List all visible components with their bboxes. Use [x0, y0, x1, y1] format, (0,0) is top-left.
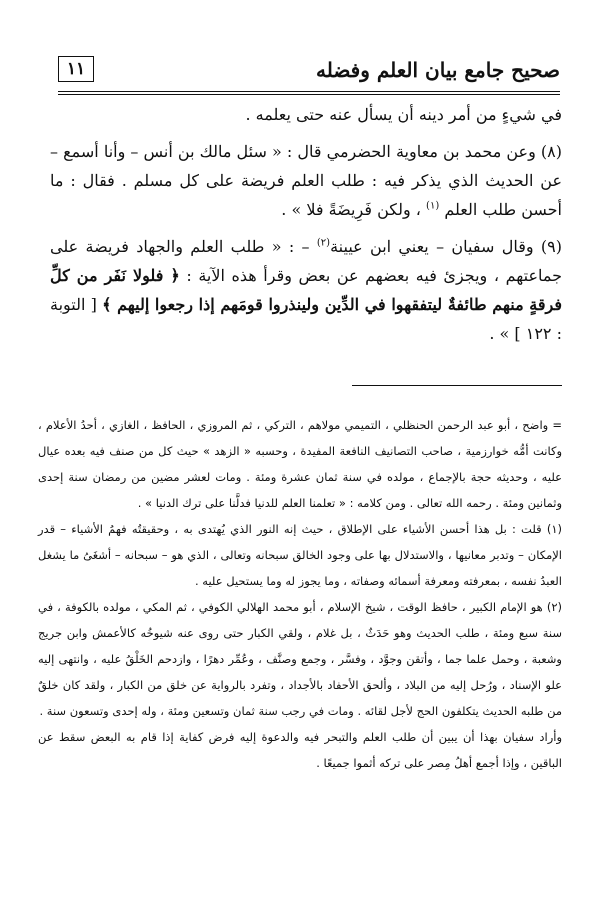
main-text: [50, 100, 562, 356]
footnote-1: (١) قلت : بل هذا أحسن الأشياء على الإطلاق ، حيث إنه النور الذي يُهتدى به ، وحقيقتُه فهمُ الأشياء – قدر الإمكان – وتدبر معانيها ، والاستدلال بها على وجود الخالق سبحانه وتعالى ، الذي هو – سبحانه – أشغَىُ ما يشغل العبدُ نفسه ، بمعرفته ومعرفة أسمائه وصفاته ، وما يجوز له وما يستحيل عليه .: [38, 522, 562, 588]
footnote-2: (٢) هو الإمام الكبير ، حافظ الوقت ، شيخ الإسلام ، أبو محمد الهلالي الكوفي ، ثم المكي ، مولده بالكوفة ، في سنة سبع ومئة ، طلب الحديث وهو حَدَثٌ ، بل غلام ، ولقي الكبار حتى روى عنه شيوخُه كالأعمش وابن جريج وشعبة ، وحمل علما جما ، وأتقن وجوَّد ، وفسَّر ، وجمع وصنَّف ، وعُمِّر دهرًا ، وازدحم الخَلْقُ عليه ، وانتهى إليه علو الإسناد ، ورُحل إليه من البلاد ، وألحق الأحفاد بالأجداد ، وتفرد بالرواية عن خلق من الكبار ، ولقد كان خلقٌ من طلبه الحديث يتكلفون الحج لأجل لقائه . ومات في رجب سنة ثمان وتسعين ومئة ، وله إحدى وتسعون سنة .: [38, 600, 562, 718]
footnote-separator: [352, 385, 562, 386]
paragraph-8-end: ، ولكن فَرِيضَةً فلا » .: [281, 200, 421, 219]
running-title: صحيح جامع بيان العلم وفضله: [315, 58, 560, 82]
quran-verse: ﴿ فلولا نَفَر من كلِّ فرقةٍ منهم طائفةٌ ليتفقهوا في الدِّين ولينذروا قومَهم إذا رجعوا إليهم ﴾: [50, 266, 562, 314]
footnote-continuation: = واضح ، أبو عبد الرحمن الحنظلي ، التميمي مولاهم ، التركي ، ثم المروزي ، الحافظ ، الغازي ، أحدُ الأعلام ، وكانت أمُّه خوارزمية ، صاحب التصانيف النافعة المفيدة ، وحسبه « الزهد » حيث كل من صنف فيه بعده عيال عليه ، وحديثه حجة بالإجماع ، مولده في سنة ثمان عشرة ومئة . ومات لعشر مضين من رمضان سنة إحدى وثمانين ومئة . رحمه الله تعالى . ومن كلامه : « تعلمنا العلم للدنيا فدلَّنا على ترك الدنيا » .: [38, 418, 562, 510]
header-rule-thin: [58, 94, 560, 95]
footnote-note: وأراد سفيان بهذا أن يبين أن طلب العلم والتبحر فيه والدعوة إليه فرض كفاية إذا قام به البعض سقط عن الباقين ، وإذا أجمع أهلُ مِصر على تركه أثموا جميعًا .: [38, 730, 562, 770]
header-rule: [58, 91, 560, 92]
paragraph-8: [50, 137, 562, 224]
footnote-ref-2[interactable]: (٢): [316, 237, 331, 249]
paragraph-9-mid: – : « طلب العلم والجهاد فريضة على جماعتهم ، ويجزئ فيه بعضهم عن بعض وقرأ هذه الآية :: [50, 237, 562, 285]
page-header: [58, 56, 560, 88]
footnotes: [38, 412, 562, 776]
page-number: ١١: [58, 56, 94, 82]
paragraph-8-text: (٨) وعن محمد بن معاوية الحضرمي قال : « سئل مالك بن أنس – وأنا أسمع – عن الحديث الذي يذكر فيه : طلب العلم فريضة على كل مسلم . فقال : ما أحسن طلب العلم: [50, 142, 562, 219]
footnote-ref-1[interactable]: (١): [426, 200, 440, 212]
verse-citation: [ التوبة : ١٢٢ ] » .: [50, 295, 562, 343]
paragraph-9-text: (٩) وقال سفيان – يعني ابن عيينة: [330, 237, 563, 256]
paragraph-9: [50, 232, 562, 348]
paragraph-continuation: في شيءٍ من أمر دينه أن يسأل عنه حتى يعلمه .: [245, 105, 562, 124]
